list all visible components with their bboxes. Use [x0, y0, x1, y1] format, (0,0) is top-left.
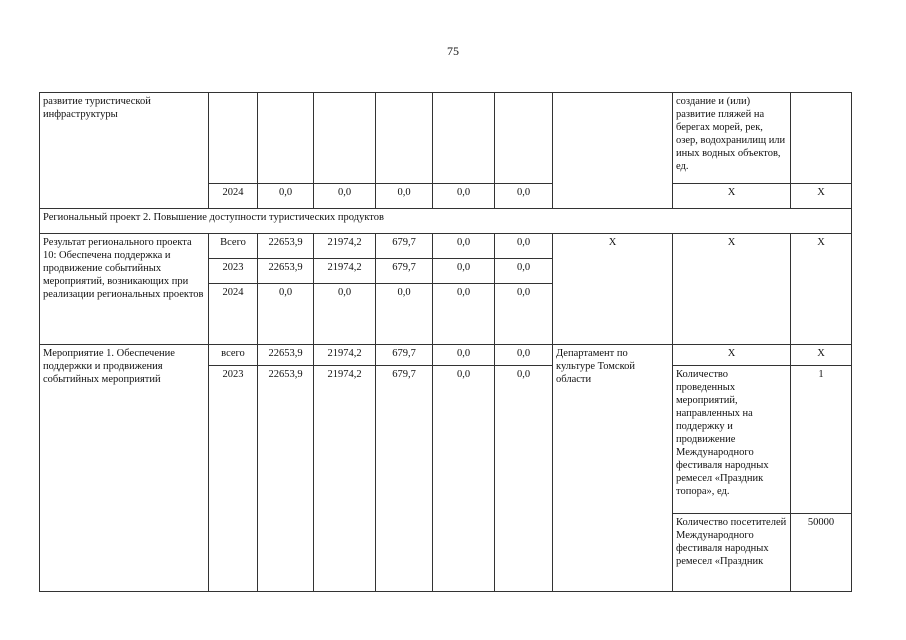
- executor-cell: Х: [553, 234, 673, 345]
- year-cell: всего: [209, 345, 258, 366]
- value-cell: 21974,2: [314, 345, 376, 366]
- value-cell: 22653,9: [258, 345, 314, 366]
- target-value: Х: [791, 234, 852, 345]
- value-cell: 0,0: [495, 259, 553, 284]
- value-cell: 22653,9: [258, 259, 314, 284]
- value-cell: 0,0: [433, 234, 495, 259]
- year-cell: Всего: [209, 234, 258, 259]
- indicator-text: Количество посетителей Международного фестиваля народных ремесел «Праздник: [673, 514, 791, 592]
- target-value: 50000: [791, 514, 852, 592]
- value-cell: 0,0: [433, 345, 495, 366]
- row-label: Результат регионального проекта 10: Обеспечена поддержка и продвижение событийных мероприятий, возникающих при реализации региональных проектов: [40, 234, 209, 345]
- value-cell: 0,0: [258, 284, 314, 345]
- table-row: [40, 345, 852, 366]
- value-cell: 21974,2: [314, 234, 376, 259]
- year-cell: 2023: [209, 366, 258, 592]
- value-cell: 0,0: [258, 184, 314, 209]
- value-cell: 679,7: [376, 259, 433, 284]
- value-cell: 0,0: [433, 284, 495, 345]
- table-row: [40, 93, 852, 184]
- value-cell: 0,0: [433, 184, 495, 209]
- indicator-text: Х: [673, 234, 791, 345]
- target-value: Х: [791, 345, 852, 366]
- value-cell: 0,0: [495, 345, 553, 366]
- value-cell: 0,0: [314, 284, 376, 345]
- value-cell: 0,0: [376, 284, 433, 345]
- row-label: развитие туристической инфраструктуры: [40, 93, 209, 209]
- indicator-text: Х: [673, 345, 791, 366]
- value-cell: 679,7: [376, 345, 433, 366]
- value-cell: 0,0: [433, 366, 495, 592]
- value-cell: 679,7: [376, 366, 433, 592]
- indicator-text: Количество проведенных мероприятий, направленных на поддержку и продвижение Международного фестиваля народных ремесел «Праздник топора», ед.: [673, 366, 791, 514]
- value-cell: 0,0: [433, 259, 495, 284]
- year-cell: 2024: [209, 284, 258, 345]
- value-cell: 0,0: [495, 366, 553, 592]
- row-label: Мероприятие 1. Обеспечение поддержки и продвижения событийных мероприятий: [40, 345, 209, 592]
- target-value: Х: [791, 184, 852, 209]
- target-value: 1: [791, 366, 852, 514]
- value-cell: 0,0: [495, 184, 553, 209]
- year-cell: 2023: [209, 259, 258, 284]
- indicator-text: создание и (или) развитие пляжей на берегах морей, рек, озер, водохранилищ или иных водных объектов, ед.: [673, 93, 791, 184]
- value-cell: 22653,9: [258, 234, 314, 259]
- value-cell: 0,0: [314, 184, 376, 209]
- page-number: 75: [447, 44, 459, 58]
- value-cell: 0,0: [495, 284, 553, 345]
- section-row: [40, 209, 852, 234]
- indicator-value: Х: [673, 184, 791, 209]
- year-cell: 2024: [209, 184, 258, 209]
- value-cell: 679,7: [376, 234, 433, 259]
- table-row: [40, 234, 852, 259]
- value-cell: 21974,2: [314, 259, 376, 284]
- value-cell: 22653,9: [258, 366, 314, 592]
- executor-cell: Департамент по культуре Томской области: [553, 345, 673, 592]
- value-cell: 0,0: [376, 184, 433, 209]
- value-cell: 21974,2: [314, 366, 376, 592]
- program-table: [39, 92, 852, 592]
- section-title: Региональный проект 2. Повышение доступности туристических продуктов: [40, 209, 852, 234]
- value-cell: 0,0: [495, 234, 553, 259]
